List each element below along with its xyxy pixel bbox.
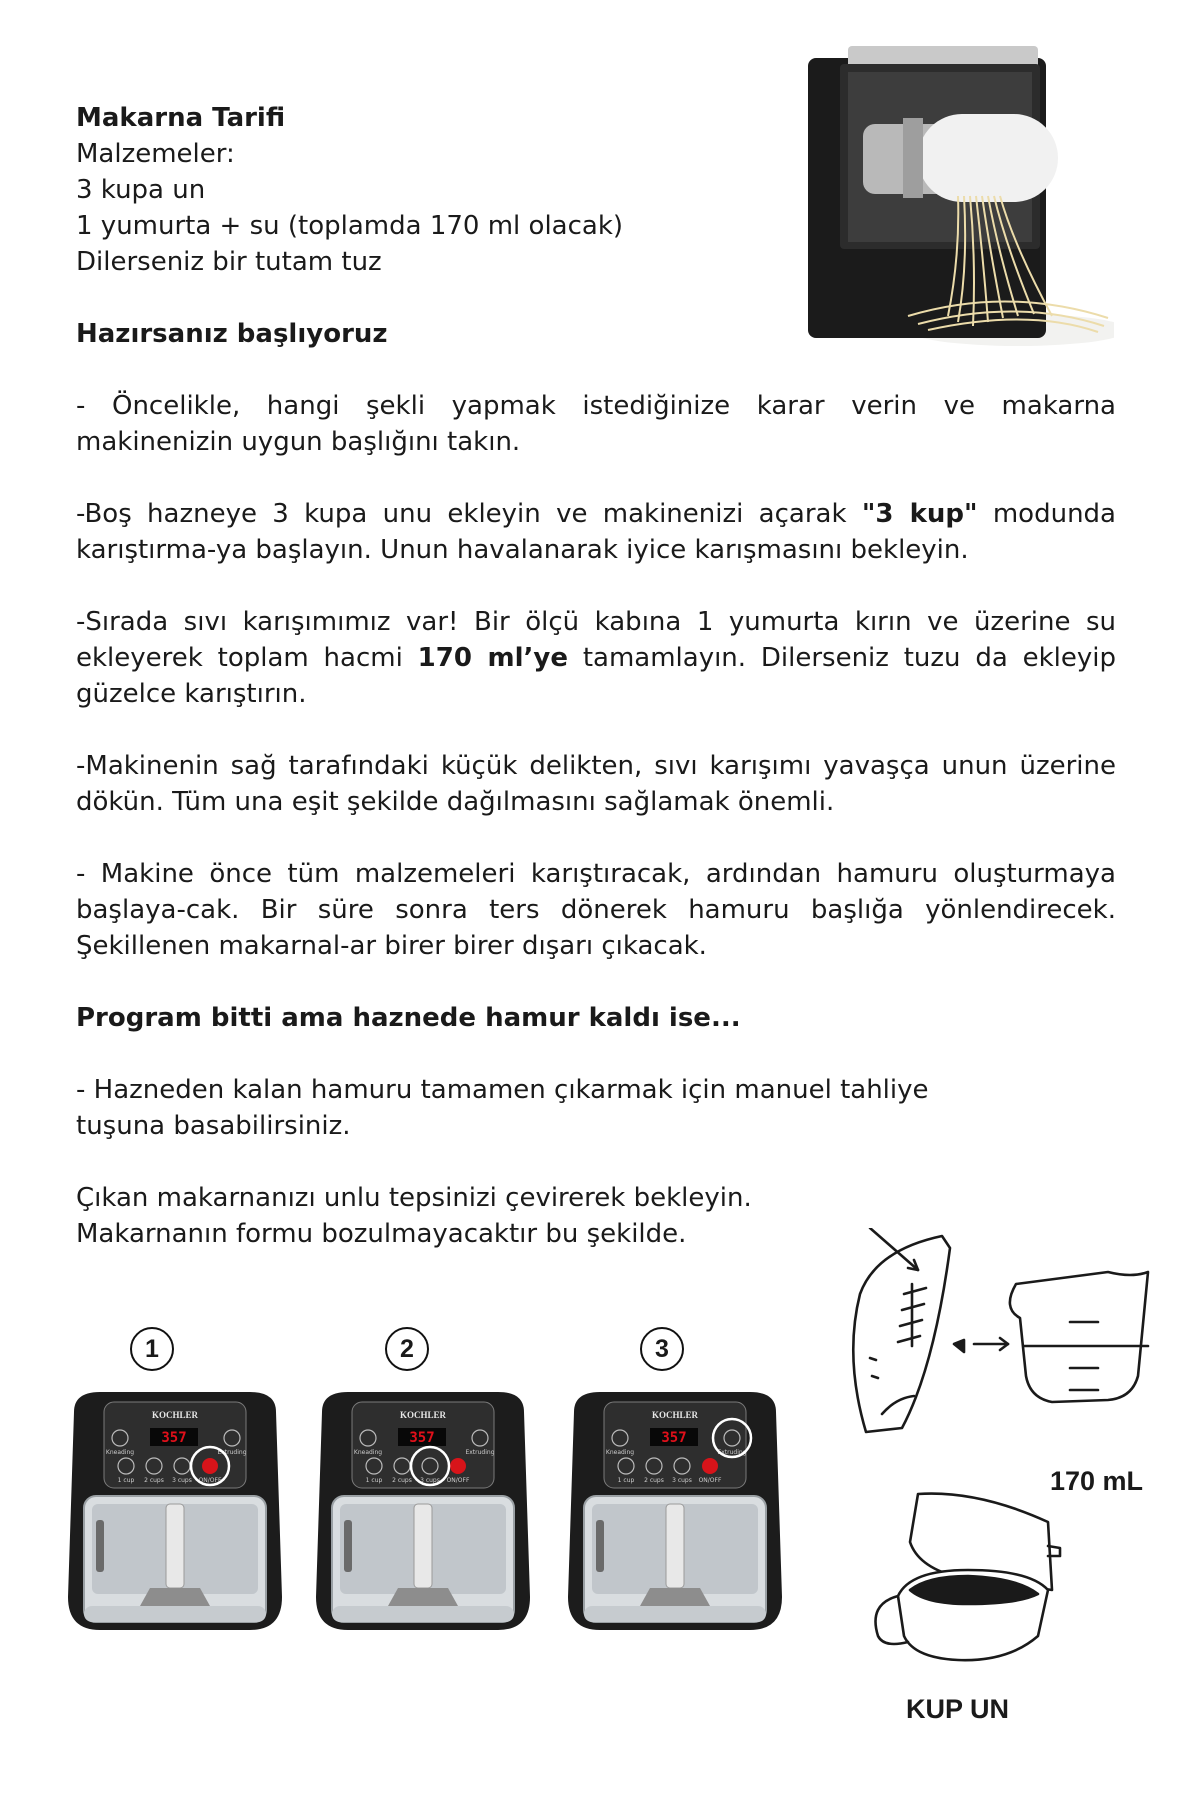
step-5-text: - Makine önce tüm malzemeleri karıştıracak, ardından hamuru oluşturmaya başlaya-cak. Bir süre sonra ters dönerek hamuru başlığa yönlendirecek. Şekillenen makarnal-ar birer birer dışarı çıkacak. xyxy=(76,859,1116,961)
ingredient-item: 1 yumurta + su (toplamda 170 ml olacak) xyxy=(76,211,624,241)
machine-photo-1 xyxy=(60,1392,290,1636)
measuring-cup-illustration xyxy=(842,1228,1166,1448)
step-2-part: -Boş hazneye 3 kupa unu ekleyin ve makinenizi açarak xyxy=(76,499,862,529)
kneading-label: Kneading xyxy=(605,1449,635,1456)
two-cups-label: 2 cups xyxy=(644,1477,664,1484)
ingredient-item: Dilerseniz bir tutam tuz xyxy=(76,247,382,277)
step-1-text: - Öncelikle, hangi şekli yapmak istediğinize karar verin ve makarna makinenizin uygun başlığını takın. xyxy=(76,391,1116,457)
step-2-part: modunda karıştırma-ya başlayın. Unun havalanarak iyice karışmasını bekleyin. xyxy=(76,499,1116,565)
machine-brand: KOCHLER xyxy=(651,1410,699,1420)
machine-display: 357 xyxy=(161,1430,187,1446)
machine-photo-2 xyxy=(308,1392,538,1636)
power-label: ON/OFF xyxy=(198,1477,222,1484)
three-cups-label: 3 cups xyxy=(420,1477,440,1484)
leftover-heading: Program bitti ama haznede hamur kaldı ise... xyxy=(76,1003,741,1033)
one-cup-label: 1 cup xyxy=(617,1477,635,1484)
power-button xyxy=(202,1458,218,1474)
ingredient-item: 3 kupa un xyxy=(76,175,206,205)
extruding-label: Extruding xyxy=(465,1449,495,1456)
three-cups-label: 3 cups xyxy=(172,1477,192,1484)
two-cups-label: 2 cups xyxy=(392,1477,412,1484)
machine-photo-3 xyxy=(560,1392,790,1636)
step-3-text xyxy=(76,604,1116,712)
step-3-part: tamamlayın. Dilerseniz tuzu da ekleyip güzelce karıştırın. xyxy=(76,643,1117,709)
step-number-2: 2 xyxy=(385,1327,429,1371)
flour-cup-label: KUP UN xyxy=(906,1694,1010,1724)
recipe-title: Makarna Tarifi xyxy=(76,103,286,133)
machine-brand: KOCHLER xyxy=(151,1410,199,1420)
flour-cup-illustration xyxy=(858,1486,1068,1666)
step-number-3: 3 xyxy=(640,1327,684,1371)
power-button xyxy=(702,1458,718,1474)
leftover-text: - Hazneden kalan hamuru tamamen çıkarmak için manuel tahliye tuşuna basabilirsiniz. xyxy=(76,1075,929,1141)
step-number-1: 1 xyxy=(130,1327,174,1371)
kneading-label: Kneading xyxy=(105,1449,135,1456)
closing-line: Makarnanın formu bozulmayacaktır bu şekilde. xyxy=(76,1219,687,1249)
machine-display: 357 xyxy=(409,1430,435,1446)
start-heading: Hazırsanız başlıyoruz xyxy=(76,319,388,349)
step-2-mode: "3 kup" xyxy=(861,499,978,529)
kneading-label: Kneading xyxy=(353,1449,383,1456)
measure-label: 170 mL xyxy=(1050,1466,1144,1496)
extruding-label: Extruding xyxy=(217,1449,247,1456)
step-4-text: -Makinenin sağ tarafındaki küçük delikten, sıvı karışımı yavaşça unun üzerine dökün. Tüm una eşit şekilde dağılmasını sağlamak önemli. xyxy=(76,751,1116,817)
one-cup-label: 1 cup xyxy=(117,1477,135,1484)
step-2-text xyxy=(76,496,1116,568)
step-3-volume: 170 ml’ye xyxy=(417,643,568,673)
step-3-part: -Sırada sıvı karışımımız var! Bir ölçü kabına 1 yumurta kırın ve üzerine su ekleyerek toplam hacmi xyxy=(76,607,1116,673)
closing-line: Çıkan makarnanızı unlu tepsinizi çevirerek bekleyin. xyxy=(76,1183,752,1213)
three-cups-label: 3 cups xyxy=(672,1477,692,1484)
machine-display: 357 xyxy=(661,1430,687,1446)
power-button xyxy=(450,1458,466,1474)
power-label: ON/OFF xyxy=(698,1477,722,1484)
two-cups-label: 2 cups xyxy=(144,1477,164,1484)
extruding-label: Extruding xyxy=(717,1449,747,1456)
machine-brand: KOCHLER xyxy=(399,1410,447,1420)
power-label: ON/OFF xyxy=(446,1477,470,1484)
one-cup-label: 1 cup xyxy=(365,1477,383,1484)
ingredients-heading: Malzemeler: xyxy=(76,139,235,169)
